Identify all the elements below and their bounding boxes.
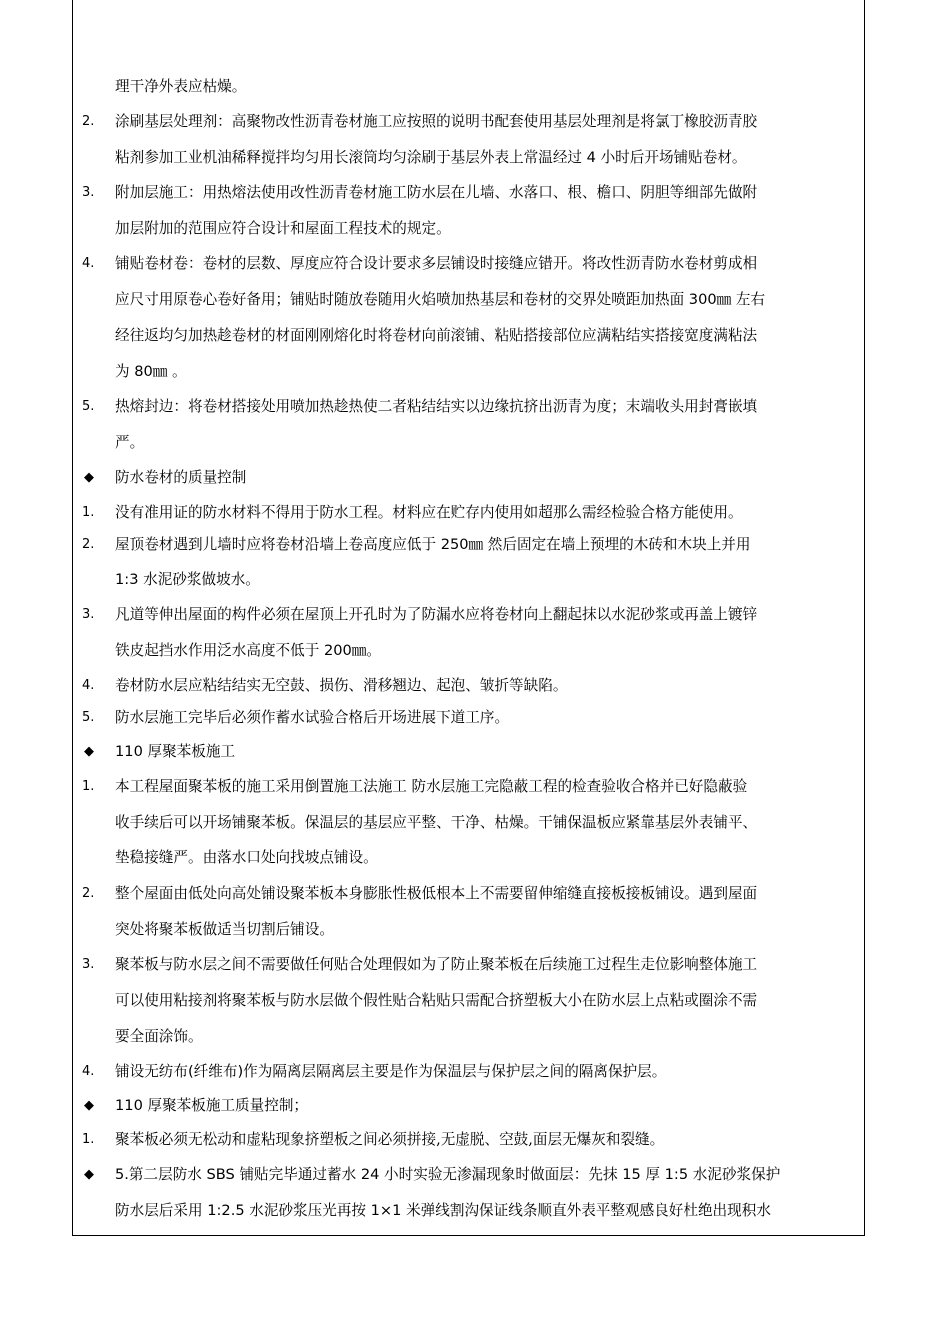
text-line: 铁皮起挡水作用泛水高度不低于 200㎜。 [115, 642, 381, 659]
text-line: 整个屋面由低处向高处铺设聚苯板本身膨胀性极低根本上不需要留伸缩缝直接板接板铺设。遇到屋面 [115, 885, 758, 902]
list-number: 3. [82, 607, 95, 622]
text-line: 为 80㎜ 。 [115, 363, 187, 380]
text-line: 防水层后采用 1:2.5 水泥砂浆压光再按 1×1 米弹线割沟保证线条顺直外表平整观感良好杜绝出现积水 [115, 1202, 771, 1219]
list-number: 1. [82, 1132, 95, 1147]
text-line: 110 厚聚苯板施工 [115, 743, 236, 760]
list-number: 1. [82, 779, 95, 794]
text-line: 可以使用粘接剂将聚苯板与防水层做个假性贴合粘贴只需配合挤塑板大小在防水层上点粘或圈涂不需 [115, 992, 758, 1009]
text-line: 聚苯板与防水层之间不需要做任何贴合处理假如为了防止聚苯板在后续施工过程生走位影响整体施工 [115, 956, 758, 973]
list-number: 4. [82, 678, 95, 693]
text-line: 本工程屋面聚苯板的施工采用倒置施工法施工 防水层施工完隐蔽工程的检查验收合格并已好隐蔽验 [115, 778, 748, 795]
text-line: 理干净外表应枯燥。 [115, 78, 247, 95]
list-number: 2. [82, 886, 95, 901]
text-line: 没有准用证的防水材料不得用于防水工程。材料应在贮存内使用如超那么需经检验合格方能使用。 [115, 504, 743, 521]
text-line: 热熔封边：将卷材搭接处用喷加热趁热使二者粘结结实以边缘抗挤出沥青为度；末端收头用封膏嵌填 [115, 398, 758, 415]
list-number: 2. [82, 114, 95, 129]
text-line: 严。 [115, 434, 145, 451]
list-number: 3. [82, 957, 95, 972]
text-line: 凡道等伸出屋面的构件必须在屋顶上开孔时为了防漏水应将卷材向上翻起抹以水泥砂浆或再盖上镀锌 [115, 606, 758, 623]
list-number: 5. [82, 710, 95, 725]
text-line: 防水层施工完毕后必须作蓄水试验合格后开场进展下道工序。 [115, 709, 510, 726]
bullet-diamond: ◆ [84, 744, 94, 759]
text-line: 应尺寸用原卷心卷好备用；铺贴时随放卷随用火焰喷加热基层和卷材的交界处喷距加热面 300㎜ 左右 [115, 291, 766, 308]
text-line: 1:3 水泥砂浆做坡水。 [115, 571, 260, 588]
list-number: 2. [82, 537, 95, 552]
text-line: 卷材防水层应粘结结实无空鼓、损伤、滑移翘边、起泡、皱折等缺陷。 [115, 677, 568, 694]
text-line: 铺设无纺布(纤维布)作为隔离层隔离层主要是作为保温层与保护层之间的隔离保护层。 [115, 1063, 667, 1080]
text-line: 铺贴卷材卷：卷材的层数、厚度应符合设计要求多层铺设时接缝应错开。将改性沥青防水卷材剪成相 [115, 255, 758, 272]
list-number: 5. [82, 399, 95, 414]
text-line: 收手续后可以开场铺聚苯板。保温层的基层应平整、干净、枯燥。干铺保温板应紧靠基层外表铺平、 [115, 814, 758, 831]
text-line: 要全面涂饰。 [115, 1028, 203, 1045]
text-line: 经往返均匀加热趁卷材的材面刚刚熔化时将卷材向前滚铺、粘贴搭接部位应满粘结实搭接宽度满粘法 [115, 327, 758, 344]
text-line: 附加层施工：用热熔法使用改性沥青卷材施工防水层在儿墙、水落口、根、檐口、阴胆等细部先做附 [115, 184, 758, 201]
text-line: 聚苯板必须无松动和虚粘现象挤塑板之间必须拼接,无虚脱、空鼓,面层无爆灰和裂缝。 [115, 1131, 665, 1148]
text-line: 防水卷材的质量控制 [115, 469, 247, 486]
list-number: 1. [82, 505, 95, 520]
bullet-diamond: ◆ [84, 470, 94, 485]
bullet-diamond: ◆ [84, 1098, 94, 1113]
text-line: 突处将聚苯板做适当切割后铺设。 [115, 921, 334, 938]
list-number: 3. [82, 185, 95, 200]
text-line: 屋顶卷材遇到儿墙时应将卷材沿墙上卷高度应低于 250㎜ 然后固定在墙上预埋的木砖和木块上并用 [115, 536, 751, 553]
text-line: 加层附加的范围应符合设计和屋面工程技术的规定。 [115, 220, 451, 237]
list-number: 4. [82, 256, 95, 271]
bullet-diamond: ◆ [84, 1167, 94, 1182]
list-number: 4. [82, 1064, 95, 1079]
text-line: 110 厚聚苯板施工质量控制； [115, 1097, 309, 1114]
text-line: 5.第二层防水 SBS 铺贴完毕通过蓄水 24 小时实验无渗漏现象时做面层：先抹 15 厚 1:5 水泥砂浆保护 [115, 1166, 781, 1183]
text-line: 粘剂参加工业机油稀释搅拌均匀用长滚筒均匀涂刷于基层外表上常温经过 4 小时后开场铺贴卷材。 [115, 149, 747, 166]
text-line: 垫稳接缝严。由落水口处向找坡点铺设。 [115, 849, 378, 866]
text-line: 涂刷基层处理剂：高聚物改性沥青卷材施工应按照的说明书配套使用基层处理剂是将氯丁橡胶沥青胶 [115, 113, 758, 130]
